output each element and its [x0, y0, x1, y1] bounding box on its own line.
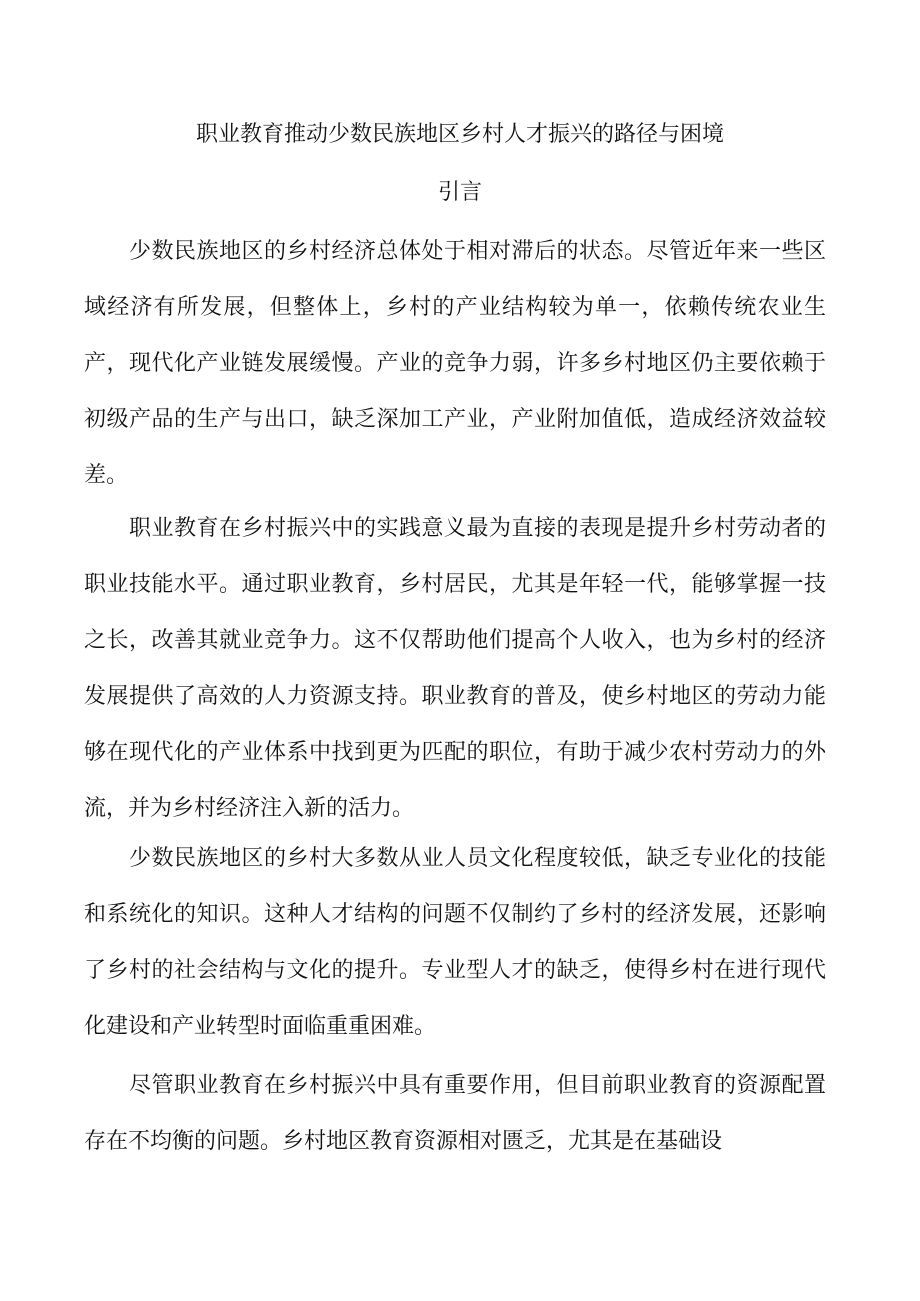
paragraph-4: 尽管职业教育在乡村振兴中具有重要作用，但目前职业教育的资源配置存在不均衡的问题。乡村地区教育资源相对匮乏，尤其是在基础设	[84, 1073, 826, 1154]
paragraph-1: 少数民族地区的乡村经济总体处于相对滞后的状态。尽管近年来一些区域经济有所发展，但整体上，乡村的产业结构较为单一，依赖传统农业生产，现代化产业链发展缓慢。产业的竞争力弱，许多乡村地区仍主要依赖于初级产品的生产与出口，缺乏深加工产业，产业附加值低，造成经济效益较差。	[84, 239, 826, 488]
paragraph-3: 少数民族地区的乡村大多数从业人员文化程度较低，缺乏专业化的技能和系统化的知识。这种人才结构的问题不仅制约了乡村的经济发展，还影响了乡村的社会结构与文化的提升。专业型人才的缺乏，使得乡村在进行现代化建设和产业转型时面临重重困难。	[84, 846, 826, 1039]
document-title: 职业教育推动少数民族地区乡村人才振兴的路径与困境	[195, 122, 724, 147]
paragraph-2: 职业教育在乡村振兴中的实践意义最为直接的表现是提升乡村劳动者的职业技能水平。通过职业教育，乡村居民，尤其是年轻一代，能够掌握一技之长，改善其就业竞争力。这不仅帮助他们提高个人收入，也为乡村的经济发展提供了高效的人力资源支持。职业教育的普及，使乡村地区的劳动力能够在现代化的产业体系中找到更为匹配的职位，有助于减少农村劳动力的外流，并为乡村经济注入新的活力。	[84, 516, 826, 821]
section-heading: 引言	[437, 180, 482, 205]
